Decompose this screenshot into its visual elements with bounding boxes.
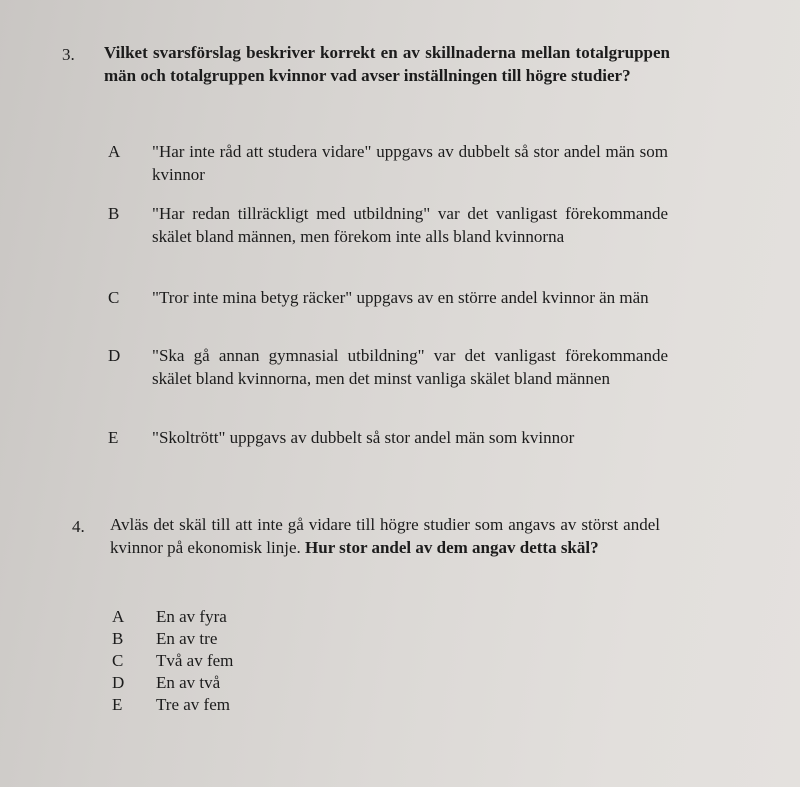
option-text: En av tre [156, 629, 218, 648]
option-text: "Har inte råd att studera vidare" uppgavs av dubbelt så stor andel män som kvinnor [152, 142, 668, 184]
option-text: "Ska gå annan gymnasial utbildning" var det vanligast förekommande skälet bland kvinnorna, men det minst vanliga skälet bland männen [152, 346, 668, 388]
option-text: "Tror inte mina betyg räcker" uppgavs av en större andel kvinnor än män [152, 288, 649, 307]
question-number: 3. [62, 45, 75, 64]
question-stem-emphasis: Hur stor andel av dem angav detta skäl? [305, 537, 599, 557]
question-number: 4. [72, 517, 85, 536]
option-text: En av två [156, 673, 221, 692]
option-letter: C [112, 651, 124, 670]
question-stem: Vilket svarsförslag beskriver korrekt en av skillnaderna mellan totalgruppen män och totalgruppen kvinnor vad avser inställningen till högre studier? [104, 43, 670, 85]
option-letter: E [108, 428, 119, 447]
option-text: Två av fem [156, 651, 234, 670]
option-text: "Skoltrött" uppgavs av dubbelt så stor andel män som kvinnor [152, 428, 575, 447]
question-stem-text: Avläs det skäl till att inte gå vidare till högre studier som angavs av störst andel kvinnor på ekonomisk linje. [110, 515, 660, 557]
option-letter: D [108, 346, 121, 365]
option-letter: D [112, 673, 125, 692]
option-letter: B [112, 629, 124, 648]
option-text: En av fyra [156, 607, 227, 626]
option-letter: C [108, 288, 120, 307]
option-letter: A [108, 142, 121, 161]
option-letter: B [108, 204, 120, 223]
option-text: "Har redan tillräckligt med utbildning" var det vanligast förekommande skälet bland männen, men förekom inte alls bland kvinnorna [152, 204, 668, 246]
option-letter: E [112, 695, 123, 714]
question-stem [110, 514, 660, 559]
option-text: Tre av fem [156, 695, 230, 714]
option-letter: A [112, 607, 125, 626]
